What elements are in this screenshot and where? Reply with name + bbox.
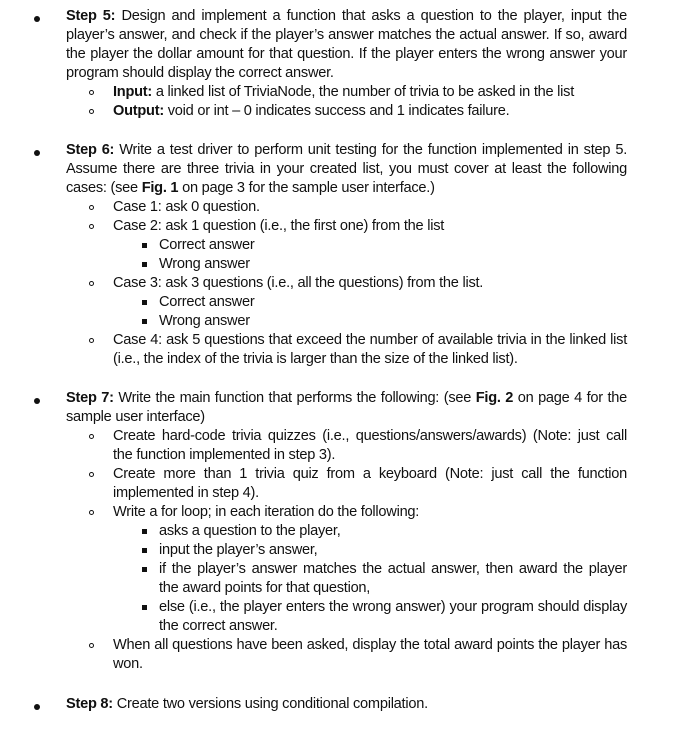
step5-input-text: a linked list of TriviaNode, the number of trivia to be asked in the list: [155, 84, 575, 100]
step5-line2: [66, 26, 627, 45]
step7-item4-marker: [89, 643, 94, 648]
step5-output-text: void or int – 0 indicates success and 1 indicates failure.: [167, 103, 510, 119]
step7-line1: [66, 389, 627, 408]
case4-text-1: Case 4: ask 5 questions that exceed the number of available trivia in the linked list: [113, 332, 627, 348]
step5-text-2: player’s answer, and check if the player’s answer matches the actual answer. If so, award: [66, 27, 627, 43]
step6-label: Step 6:: [66, 142, 115, 158]
step7-sub2-marker: [142, 548, 147, 553]
step7-item3: Write a for loop; in each iteration do the following:: [113, 504, 420, 520]
step7-line1-pre: Write the main function that performs the following: (see: [118, 390, 472, 406]
step7-sub2: input the player’s answer,: [159, 542, 318, 558]
step6-text-3: cases: (see: [66, 180, 138, 196]
step8-bullet: [34, 704, 40, 710]
step7-sub3-marker: [142, 567, 147, 572]
case1: Case 1: ask 0 question.: [113, 199, 260, 215]
case4-line1: [113, 331, 627, 350]
step7-sub4-line1: [159, 598, 627, 617]
step7-sub1-marker: [142, 529, 147, 534]
step7-bullet: [34, 398, 40, 404]
case2: Case 2: ask 1 question (i.e., the first one) from the list: [113, 218, 445, 234]
step6-fig-tail: on page 3 for the sample user interface.): [182, 180, 435, 196]
step6-line2: [66, 160, 627, 179]
step7-fig-ref: Fig. 2: [475, 390, 514, 406]
step7-sub4-text-1: else (i.e., the player enters the wrong answer) your program should display: [159, 599, 627, 615]
case2-b-marker: [142, 262, 147, 267]
case1-marker: [89, 205, 94, 210]
step7-line1-post: on page 4 for the: [517, 390, 628, 406]
step5-output: [113, 102, 509, 121]
step5-bullet: [34, 16, 40, 22]
step6-fig-ref: Fig. 1: [141, 180, 179, 196]
step5-input: [113, 83, 574, 102]
step7-item2-line1: [113, 465, 627, 484]
case3-marker: [89, 281, 94, 286]
step5-text-4: program should display the correct answer.: [66, 65, 334, 81]
step5-output-label: Output:: [113, 103, 164, 119]
step6-line1: [66, 141, 627, 160]
step5-line3: [66, 45, 627, 64]
step5-text-1: Design and implement a function that asks a question to the player, input the: [121, 8, 627, 24]
step6-text-1: Write a test driver to perform unit testing for the function implemented in step 5.: [119, 142, 628, 158]
step7-label: Step 7:: [66, 390, 114, 406]
step7-item2-text-1: Create more than 1 trivia quiz from a keyboard (Note: just call the function: [113, 466, 627, 482]
step7-sub3-line1: [159, 560, 627, 579]
step7-item4-line1: [113, 636, 627, 655]
case3-b: Wrong answer: [159, 313, 250, 329]
step7-sub4-line2: the correct answer.: [159, 618, 278, 634]
case4-marker: [89, 338, 94, 343]
step7-line2: sample user interface): [66, 409, 205, 425]
step6-line3: [66, 179, 435, 198]
step7-item3-marker: [89, 510, 94, 515]
case2-a: Correct answer: [159, 237, 255, 253]
step7-item4-line2: won.: [113, 656, 143, 672]
step8-text: Create two versions using conditional compilation.: [116, 696, 428, 712]
case3-a-marker: [142, 300, 147, 305]
step5-label: Step 5:: [66, 8, 116, 24]
step7-item2-marker: [89, 472, 94, 477]
case2-marker: [89, 224, 94, 229]
step5-line4: [66, 64, 334, 83]
step7-item1-marker: [89, 434, 94, 439]
step7-item1-line1: [113, 427, 627, 446]
step8-line: [66, 695, 428, 714]
step5-text-3: the player the dollar amount for that question. If the player enters the wrong answer your: [66, 46, 627, 62]
step8-label: Step 8:: [66, 696, 113, 712]
case4-line2: (i.e., the index of the trivia is larger than the size of the linked list).: [113, 351, 518, 367]
step7-item4-text-1: When all questions have been asked, display the total award points the player has: [113, 637, 627, 653]
case3-a: Correct answer: [159, 294, 255, 310]
step7-sub3-text-1: if the player’s answer matches the actual answer, then award the player: [159, 561, 627, 577]
step5-output-marker: [89, 109, 94, 114]
step6-text-2: Assume there are three trivia in your created list, you must cover at least the following: [66, 161, 627, 177]
step5-line1: [66, 7, 627, 26]
step7-sub3-line2: the award points for that question,: [159, 580, 371, 596]
case2-a-marker: [142, 243, 147, 248]
step7-item1-line2: the function implemented in step 3).: [113, 447, 336, 463]
step7-sub4-marker: [142, 605, 147, 610]
step7-item2-line2: implemented in step 4).: [113, 485, 259, 501]
step5-input-marker: [89, 90, 94, 95]
step7-item1-text-1: Create hard-code trivia quizzes (i.e., questions/answers/awards) (Note: just call: [113, 428, 627, 444]
step7-sub1: asks a question to the player,: [159, 523, 341, 539]
case3-b-marker: [142, 319, 147, 324]
step6-bullet: [34, 150, 40, 156]
case3: Case 3: ask 3 questions (i.e., all the questions) from the list.: [113, 275, 484, 291]
step5-input-label: Input:: [113, 84, 153, 100]
case2-b: Wrong answer: [159, 256, 250, 272]
